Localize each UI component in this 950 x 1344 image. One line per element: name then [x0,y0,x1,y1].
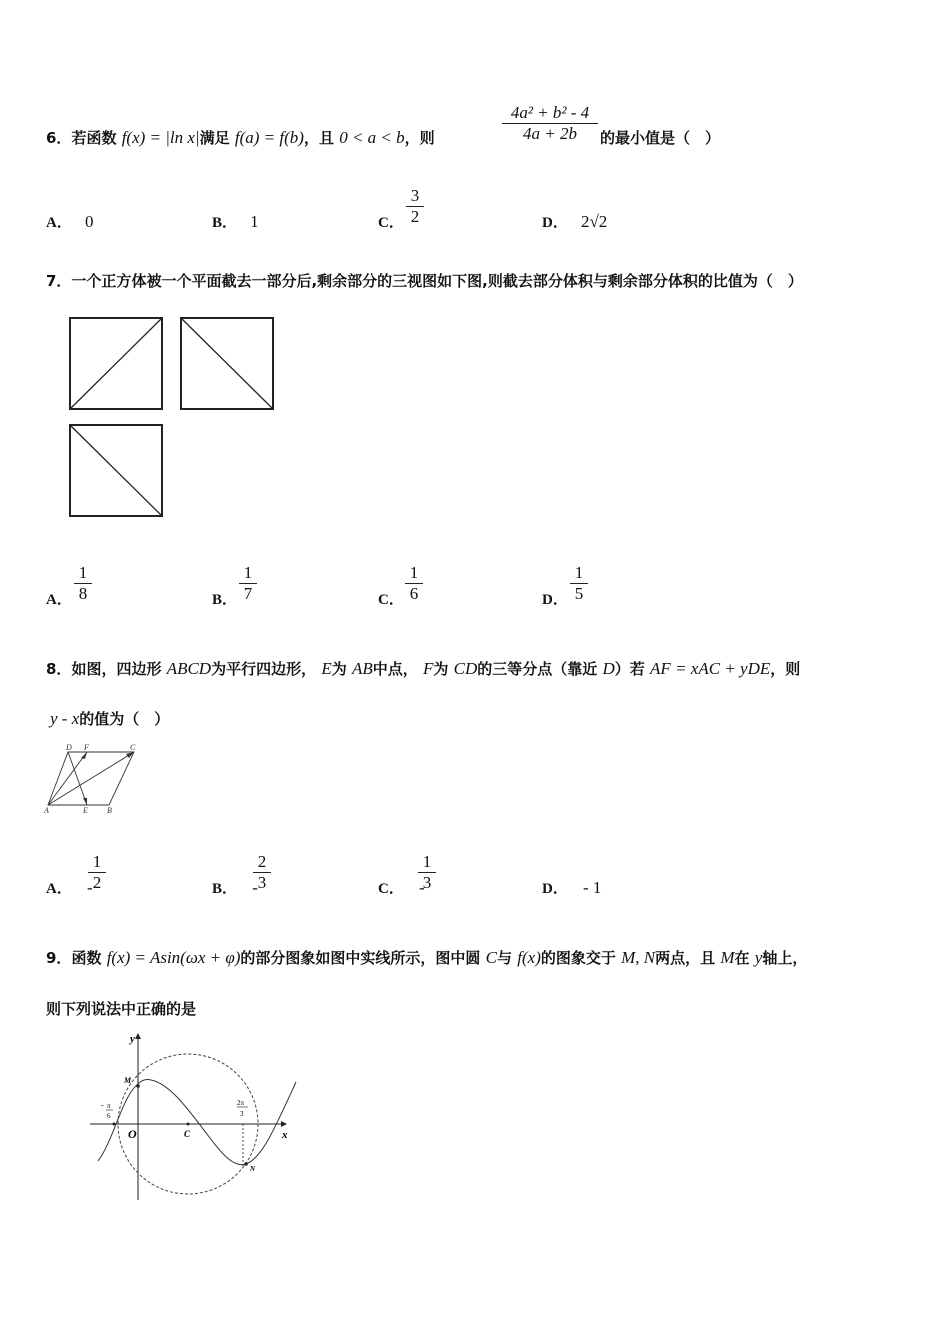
q7-option-d[interactable] [542,588,568,609]
q9-math-y: y [754,948,763,967]
fraction-numerator: 1 [422,852,432,871]
option-value: 2√2 [580,212,608,231]
option-label: C． [378,215,404,231]
q6-math-fa-fb: f(a) = f(b) [234,128,304,147]
label-f: F [84,743,89,752]
fraction-denominator: 5 [574,584,584,603]
label-d: D [66,743,72,752]
q6-text-3: ，且 [303,129,334,147]
q6-option-a[interactable] [46,211,93,232]
q8-number: 8． [46,660,72,678]
q7-stem: 7．一个正方体被一个平面截去一部分后,剩余部分的三视图如下图,则截去部分体积与剩余部分体积的比值为（ ） [46,272,803,290]
q7-option-c[interactable] [378,588,404,609]
label-three: 3 [240,1110,244,1118]
q8-text-3: 为 [331,660,347,678]
q9-stem-line2: 则下列说法中正确的是 [46,1000,197,1018]
q8-math-d: D [602,659,615,678]
q8-text-1: 如图，四边形 [71,660,162,678]
q9-math-c: C [485,948,498,967]
q6-text-4: ，则 [404,129,435,147]
q6-option-c[interactable] [378,211,404,232]
option-label: A． [46,215,72,231]
q7-option-a-fraction [74,563,92,604]
q7-option-c-fraction [405,563,423,604]
fraction-numerator: 1 [243,563,253,582]
q8-stem-line2 [50,708,169,729]
q8-text-4: 中点， [372,660,418,678]
q6-math-range: 0 < a < b [339,128,405,147]
fraction-numerator: 1 [574,563,584,582]
fraction-numerator: 2 [257,852,267,871]
q6-tail [600,127,720,148]
q8-text-2: 为平行四边形， [211,660,317,678]
q6-math-f: f(x) = |ln x| [121,128,200,147]
q6-option-d[interactable] [542,211,607,232]
q9-text-1: 函数 [71,949,102,967]
q8-text-8: ，则 [770,660,801,678]
q8-option-c-fraction [418,852,436,893]
q9-stem [46,947,807,968]
side-view [181,318,273,409]
option-label: B． [212,881,238,897]
q8-math-abcd: ABCD [166,659,212,678]
q6-number: 6． [46,129,72,147]
fraction-numerator: 1 [78,563,88,582]
label-x: x [282,1129,288,1141]
q9-math-function: f(x) = Asin(ωx + φ) [106,948,241,967]
q8-math-ab: AB [351,659,373,678]
option-value: - 1 [582,878,602,897]
q8-option-d[interactable] [542,877,601,898]
label-e: E [83,806,88,814]
q7-option-b[interactable] [212,588,237,609]
q8-text-7: ）若 [614,660,645,678]
q9-math-fx: f(x) [517,948,541,967]
label-origin: O [128,1127,137,1141]
q6-text-1: 若函数 [71,129,117,147]
q9-number: 9． [46,949,72,967]
q9-text-6: 在 [734,949,750,967]
option-label: B． [212,215,238,231]
q9-text-3: 与 [497,949,513,967]
label-pi: π [107,1102,111,1110]
fraction-numerator: 1 [92,852,102,871]
label-minus: - [101,1101,104,1110]
option-label: C． [378,881,404,897]
option-label: D． [542,592,568,608]
q7-option-a[interactable] [46,588,72,609]
q7-three-view-figure [66,314,278,520]
option-sign: - [86,878,93,897]
label-two-pi: 2π [237,1099,245,1107]
fraction-numerator: 1 [409,563,419,582]
q7-option-d-fraction [570,563,588,604]
option-value: 1 [250,212,259,231]
q6-stem [46,127,435,148]
q6-option-b[interactable] [212,211,259,232]
q6-text-2: 满足 [199,129,230,147]
label-c: C [184,1129,191,1139]
q9-text-7: 轴上， [762,949,808,967]
q8-text-9: 的值为（ ） [79,710,170,728]
q8-option-b-fraction [253,852,271,893]
sine-curve [98,1080,296,1165]
q8-option-a-fraction [88,852,106,893]
option-label: D． [542,215,568,231]
q8-math-f: F [423,659,434,678]
q8-math-cd: CD [453,659,478,678]
q8-text-5: 为 [433,660,449,678]
label-six: 6 [107,1112,111,1120]
label-y: y [130,1033,135,1045]
q8-option-a[interactable] [46,877,93,898]
fraction-denominator: 7 [243,584,253,603]
label-m: M [124,1076,132,1085]
option-label: A． [46,881,72,897]
fraction-denominator: 3 [257,873,267,892]
q9-sine-circle-figure [86,1026,306,1204]
q9-text-5: 两点，且 [655,949,716,967]
q6-expr-numerator: 4a² + b² - 4 [510,103,590,122]
option-sign: - [252,878,258,897]
q7-option-b-fraction [239,563,257,604]
q8-stem [46,658,800,679]
fraction-numerator: 3 [410,186,420,205]
q9-math-mn: M, N [621,948,656,967]
option-label: D． [542,881,568,897]
q6-expr-denominator: 4a + 2b [523,124,577,143]
q9-text-2: 的部分图象如图中实线所示，图中圆 [240,949,481,967]
q8-option-b[interactable] [212,877,258,898]
fraction-denominator: 3 [422,873,432,892]
top-view [70,425,162,516]
option-value: 0 [84,212,94,231]
fraction-denominator: 2 [410,207,420,226]
q9-math-m: M [720,948,735,967]
q8-math-vector-eq: AF = xAC + yDE [650,659,771,678]
fraction-denominator: 6 [409,584,419,603]
q6-option-c-fraction [406,186,424,227]
front-view [70,318,162,409]
q6-expression [502,103,598,144]
fraction-denominator: 2 [92,873,102,892]
q8-math-e: E [321,659,332,678]
q8-math-y-minus-x: y - x [50,709,80,728]
q8-parallelogram-figure [40,742,146,814]
option-label: B． [212,592,238,608]
option-label: A． [46,592,72,608]
label-b: B [107,806,112,814]
option-sign: - [418,878,425,897]
option-label: C． [378,592,404,608]
q9-text-4: 的图象交于 [540,949,616,967]
fraction-denominator: 8 [78,584,88,603]
label-c: C [130,743,136,752]
q6-text-5: 的最小值是（ ） [600,129,721,147]
q8-text-6: 的三等分点（靠近 [477,660,598,678]
label-n: N [250,1165,256,1173]
label-a: A [44,806,49,814]
